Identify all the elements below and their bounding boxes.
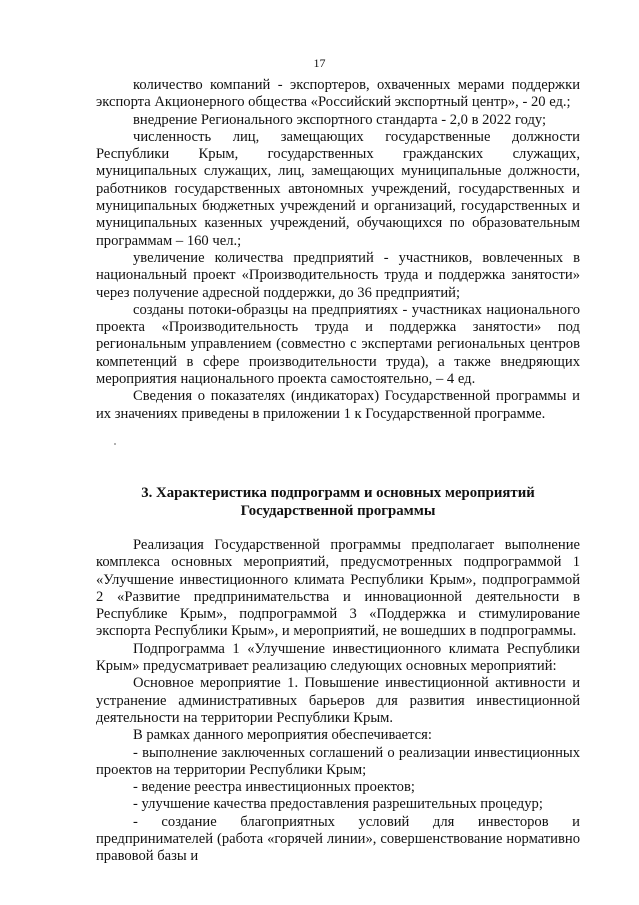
paragraph-subprogram-1: Подпрограмма 1 «Улучшение инвестиционного климата Республики Крым» предусматривает реализацию следующих основных мероприятий: — [96, 640, 580, 675]
section-heading — [96, 484, 580, 520]
document-body — [96, 77, 580, 866]
paragraph-trained-officials: численность лиц, замещающих государственные должности Республики Крым, государственных гражданских служащих, муниципальных служащих, лиц, замещающих муниципальные должности, работников государственных автономных учреждений, государственных и муниципальных бюджетных учреждений и организаций, государственных и муниципальных казенных учреждений, обучающихся по образовательным программам – 160 чел.; — [96, 128, 580, 249]
paragraph-program-implementation: Реализация Государственной программы предполагает выполнение комплекса основных мероприятий, предусмотренных подпрограммой 1 «Улучшение инвестиционного климата Республики Крым», подпрограммой 2 «Развитие предпринимательства и инновационной деятельности в Республике Крым», подпрограммой 3 «Поддержка и стимулирование экспорта Республики Крым», и мероприятий, не вошедших в подпрограммы. — [96, 536, 580, 640]
section-heading-line-1: 3. Характеристика подпрограмм и основных мероприятий — [141, 484, 535, 501]
paragraph-enterprises-participants: увеличение количества предприятий - участников, вовлеченных в национальный проект «Производительность труда и поддержка занятости» через получение адресной поддержки, до 36 предприятий; — [96, 249, 580, 301]
scan-speck — [114, 443, 116, 445]
paragraph-exporters-count: количество компаний - экспортеров, охваченных мерами поддержки экспорта Акционерного общества «Российский экспортный центр», - 20 ед.; — [96, 77, 580, 111]
list-item-registry: - ведение реестра инвестиционных проектов; — [133, 779, 415, 796]
paragraph-measure-provides: В рамках данного мероприятия обеспечивается: — [133, 727, 432, 744]
list-item-favorable-conditions: - создание благоприятных условий для инвесторов и предпринимателей (работа «горячей линии», совершенствование нормативно правовой базы и — [96, 813, 580, 865]
paragraph-export-standard: внедрение Регионального экспортного стандарта - 2,0 в 2022 году; — [133, 111, 547, 128]
page-number: 17 — [313, 56, 326, 70]
section-heading-line-2: Государственной программы — [240, 502, 436, 519]
paragraph-sample-flows: созданы потоки-образцы на предприятиях - участниках национального проекта «Производительность труда и поддержка занятости» под региональным управлением (совместно с экспертами региональных центров компетенций в сфере производительности труда), а также внедряющих мероприятия национального проекта самостоятельно, – 4 ед. — [96, 301, 580, 388]
paragraph-main-measure-1: Основное мероприятие 1. Повышение инвестиционной активности и устранение административных барьеров для развития инвестиционной деятельности на территории Республики Крым. — [96, 675, 580, 726]
list-item-agreements: - выполнение заключенных соглашений о реализации инвестиционных проектов на территории Республики Крым; — [96, 744, 580, 778]
list-item-permits: - улучшение качества предоставления разрешительных процедур; — [133, 796, 543, 813]
paragraph-indicators-info: Сведения о показателях (индикаторах) Государственной программы и их значениях приведены в приложении 1 к Государственной программе. — [96, 388, 580, 422]
